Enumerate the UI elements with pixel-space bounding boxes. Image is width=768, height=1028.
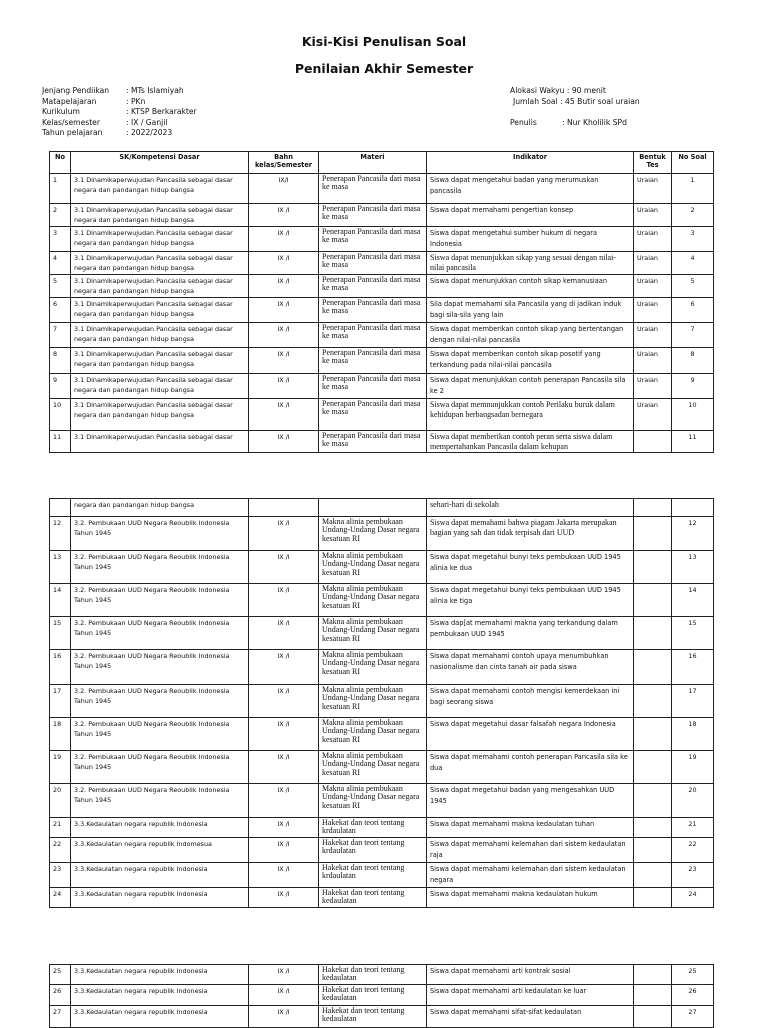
cell-sk: 3.1 Dinamikaperwujudan Pancasila sebagai dasar <box>71 431 249 453</box>
cell-sk: negara dan pandangan hidup bangsa <box>71 499 249 517</box>
cell-nosoal: 22 <box>672 838 714 863</box>
cell-nosoal: 19 <box>672 751 714 784</box>
meta-value: : MTs Islamiyah <box>126 86 184 95</box>
cell-bentuk <box>634 838 672 863</box>
cell-bentuk <box>634 751 672 784</box>
meta-left <box>42 86 197 139</box>
cell-no: 14 <box>50 584 71 617</box>
cell-sk: 3.1 Dinamikaperwujudan Pancasila sebagai dasar negara dan pandangan hidup bangsa <box>71 275 249 298</box>
cell-bentuk: Uraian <box>634 348 672 374</box>
cell-indikator: Siswa dapat memberikan contoh sikap yang bertentangan dengan nilai-nilai pancasila <box>427 323 634 348</box>
header-kelas: Bahn kelas/Semester <box>249 152 319 174</box>
cell-bentuk: Uraian <box>634 204 672 227</box>
cell-kelas: IX /I <box>249 584 319 617</box>
cell-sk: 3.1 Dinamikaperwujudan Pancasila sebagai dasar negara dan pandangan hidup bangsa <box>71 204 249 227</box>
table-row <box>50 323 714 348</box>
cell-sk: 3.2. Pembukaan UUD Negara Reoublik Indonesia Tahun 1945 <box>71 551 249 584</box>
penulis-value: : Nur Kholilik SPd <box>562 117 627 127</box>
meta-row <box>42 107 197 118</box>
cell-kelas: IX /I <box>249 965 319 985</box>
cell-materi: Makna alinia pembukaan Undang-Undang Dasar negara kesatuan RI <box>319 517 427 551</box>
cell-nosoal: 6 <box>672 298 714 323</box>
cell-sk: 3.2. Pembukaan UUD Negara Reoublik Indonesia Tahun 1945 <box>71 751 249 784</box>
cell-kelas: IX /I <box>249 348 319 374</box>
cell-bentuk: Uraian <box>634 298 672 323</box>
cell-no: 25 <box>50 965 71 985</box>
cell-no: 19 <box>50 751 71 784</box>
table-header-row <box>50 152 714 174</box>
meta-row <box>42 97 197 108</box>
cell-materi: Hakekat dan teori tentang kedaulatan <box>319 985 427 1006</box>
document-title: Kisi-Kisi Penulisan Soal <box>301 34 467 49</box>
kisi-table-page-2 <box>49 498 714 908</box>
table-row <box>50 399 714 431</box>
cell-materi: Hakekat dan teori tentang krdaulatan <box>319 863 427 888</box>
cell-bentuk <box>634 685 672 718</box>
cell-no: 8 <box>50 348 71 374</box>
cell-no: 26 <box>50 985 71 1006</box>
cell-sk: 3.1 Dinamikaperwujudan Pancasila sebagai dasar negara dan pandangan hidup bangsa <box>71 399 249 431</box>
cell-nosoal: 12 <box>672 517 714 551</box>
cell-kelas: IX /I <box>249 617 319 650</box>
cell-indikator: Siswa dapat memnunjukkan contoh Perilaku buruk dalam kehidupan berbangsadan bernegara <box>427 399 634 431</box>
cell-no: 6 <box>50 298 71 323</box>
cell-no: 10 <box>50 399 71 431</box>
cell-indikator: Siswa dapat memberikan contoh peran serta siswa dalam mempertahankan Pancasila dalam kehupan <box>427 431 634 453</box>
header-indikator: Indikator <box>427 152 634 174</box>
table-row-continuation <box>50 499 714 517</box>
cell-sk: 3.3.Kedaulatan negara republik Indonesia <box>71 1006 249 1028</box>
table-row <box>50 965 714 985</box>
cell-no: 12 <box>50 517 71 551</box>
table-row <box>50 784 714 818</box>
cell-sk: 3.3.Kedaulatan negara republik Indonesia <box>71 888 249 908</box>
alokasi-waktu: Alokasi Wakyu : 90 menit <box>510 86 606 95</box>
cell-no <box>50 499 71 517</box>
cell-indikator: Siswa dapat megetahui dasar falsafah negara Indonesia <box>427 718 634 751</box>
cell-sk: 3.3.Kedaulatan negara republik Indomesua <box>71 838 249 863</box>
cell-no: 22 <box>50 838 71 863</box>
cell-bentuk <box>634 517 672 551</box>
cell-kelas: IX /I <box>249 399 319 431</box>
cell-kelas: IX /I <box>249 751 319 784</box>
table-row <box>50 985 714 1006</box>
cell-sk: 3.1 Dinamikaperwujudan Pancasila sebagai dasar negara dan pandangan hidup bangsa <box>71 174 249 204</box>
meta-label: Tahun pelajaran <box>42 128 103 137</box>
cell-indikator: Siswa dapat menunjukkan sikap yang sesuai dengan nilai-nilai pancasila <box>427 252 634 275</box>
cell-no: 11 <box>50 431 71 453</box>
table-row <box>50 888 714 908</box>
cell-indikator: Siswa dapat megetahui badan yang mengesahkan UUD 1945 <box>427 784 634 818</box>
table-row <box>50 818 714 838</box>
cell-bentuk: Uraian <box>634 323 672 348</box>
meta-value: : IX / Ganjil <box>126 117 168 127</box>
cell-nosoal: 27 <box>672 1006 714 1028</box>
table-row <box>50 174 714 204</box>
table-row <box>50 551 714 584</box>
cell-no: 1 <box>50 174 71 204</box>
meta-label: Matapelajaran <box>42 96 97 106</box>
cell-sk: 3.1 Dinamikaperwujudan Pancasila sebagai dasar negara dan pandangan hidup bangsa <box>71 252 249 275</box>
cell-sk: 3.3.Kedaulatan negara republik Indonesia <box>71 818 249 838</box>
table-row <box>50 431 714 453</box>
cell-materi: Hakekat dan teori tentang kedaulatan <box>319 965 427 985</box>
cell-kelas: IX /I <box>249 1006 319 1028</box>
cell-nosoal: 7 <box>672 323 714 348</box>
cell-bentuk <box>634 784 672 818</box>
cell-indikator: Siswa dapat menunjukkan contoh penerapan Pancasila sila ke 2 <box>427 374 634 399</box>
cell-materi: Makna alinia pembukaan Undang-Undang Dasar negara kesatuan RI <box>319 650 427 685</box>
penulis-row <box>510 118 640 129</box>
table-row <box>50 275 714 298</box>
cell-sk: 3.1 Dinamikaperwujudan Pancasila sebagai dasar negara dan pandangan hidup bangsa <box>71 227 249 252</box>
cell-no: 20 <box>50 784 71 818</box>
meta-row <box>42 128 197 139</box>
cell-materi: Penerapan Pancasila dari masa ke masa <box>319 399 427 431</box>
cell-nosoal: 5 <box>672 275 714 298</box>
cell-kelas: IX /I <box>249 323 319 348</box>
cell-no: 2 <box>50 204 71 227</box>
cell-nosoal: 23 <box>672 863 714 888</box>
cell-nosoal: 10 <box>672 399 714 431</box>
cell-indikator: Siswa dapat memahami kelemahan dari sistem kedaulatan raja <box>427 838 634 863</box>
cell-indikator: Siswa dapat memahami makna kedaulatan tuhan <box>427 818 634 838</box>
meta-value: : PKn <box>126 96 146 106</box>
cell-materi: Penerapan Pancasila dari masa ke masa <box>319 431 427 453</box>
cell-no: 7 <box>50 323 71 348</box>
cell-nosoal: 18 <box>672 718 714 751</box>
cell-materi: Makna alinia pembukaan Undang-Undang Dasar negara kesatuan RI <box>319 784 427 818</box>
kisi-table-page-1 <box>49 151 714 453</box>
cell-bentuk <box>634 1006 672 1028</box>
cell-nosoal: 15 <box>672 617 714 650</box>
cell-indikator: Siswa dapat memberikan contoh sikap posotif yang terkandung pada nilai-nilai pancasila <box>427 348 634 374</box>
cell-bentuk: Uraian <box>634 252 672 275</box>
cell-kelas: IX /I <box>249 863 319 888</box>
cell-no: 15 <box>50 617 71 650</box>
cell-nosoal: 17 <box>672 685 714 718</box>
cell-no: 17 <box>50 685 71 718</box>
cell-indikator: Siswa dapat memahami contoh upaya menumbuhkan nasionalisme dan cinta tanah air pada siswa <box>427 650 634 685</box>
cell-no: 24 <box>50 888 71 908</box>
meta-label: Kurikulum <box>42 107 80 116</box>
cell-kelas: IX /I <box>249 204 319 227</box>
cell-materi: Makna alinia pembukaan Undang-Undang Dasar negara kesatuan RI <box>319 617 427 650</box>
cell-bentuk <box>634 863 672 888</box>
cell-indikator: Siswa dapat megetahui bunyi teks pembukaan UUD 1945 alinia ke tiga <box>427 584 634 617</box>
meta-value: : KTSP Berkarakter <box>126 107 197 116</box>
cell-sk: 3.2. Pembukaan UUD Negara Reoublik Indonesia Tahun 1945 <box>71 617 249 650</box>
table-row <box>50 204 714 227</box>
cell-materi: Penerapan Pancasila dari masa ke masa <box>319 374 427 399</box>
table-row <box>50 751 714 784</box>
cell-nosoal: 9 <box>672 374 714 399</box>
cell-kelas: IX /I <box>249 374 319 399</box>
meta-value: : 2022/2023 <box>126 128 173 137</box>
meta-row <box>42 118 197 129</box>
cell-sk: 3.2. Pembukaan UUD Negara Reoublik Indonesia Tahun 1945 <box>71 718 249 751</box>
cell-nosoal: 14 <box>672 584 714 617</box>
cell-materi: Makna alinia pembukaan Undang-Undang Dasar negara kesatuan RI <box>319 751 427 784</box>
cell-bentuk: Uraian <box>634 275 672 298</box>
cell-kelas: IX /I <box>249 818 319 838</box>
table-row <box>50 1006 714 1028</box>
kisi-table-page-3 <box>49 964 714 1028</box>
cell-sk: 3.1 Dinamikaperwujudan Pancasila sebagai dasar negara dan pandangan hidup bangsa <box>71 323 249 348</box>
header-nosoal: No Soal <box>672 152 714 174</box>
cell-indikator: Siswa dapat memahami arti kontrak sosial <box>427 965 634 985</box>
table-row <box>50 718 714 751</box>
cell-no: 9 <box>50 374 71 399</box>
cell-materi: Makna alinia pembukaan Undang-Undang Dasar negara kesatuan RI <box>319 584 427 617</box>
cell-kelas: IX /I <box>249 784 319 818</box>
cell-indikator: Siswa dapat mengetahui sumber hukum di negara Indonesia <box>427 227 634 252</box>
cell-indikator: Siswa dapat mengetahui badan yang merumuskan pancasila <box>427 174 634 204</box>
cell-no: 23 <box>50 863 71 888</box>
cell-kelas: IX /I <box>249 650 319 685</box>
table-row <box>50 685 714 718</box>
cell-bentuk <box>634 584 672 617</box>
cell-no: 16 <box>50 650 71 685</box>
table-row <box>50 374 714 399</box>
cell-kelas: IX /I <box>249 431 319 453</box>
cell-bentuk <box>634 985 672 1006</box>
table-row <box>50 863 714 888</box>
header-no: No <box>50 152 71 174</box>
header-bentuk: Bentuk Tes <box>634 152 672 174</box>
spacer <box>510 107 640 118</box>
cell-sk: 3.3.Kedaulatan negara republik Indonesia <box>71 863 249 888</box>
cell-bentuk <box>634 650 672 685</box>
cell-sk: 3.1 Dinamikaperwujudan Pancasila sebagai dasar negara dan pandangan hidup bangsa <box>71 298 249 323</box>
cell-indikator: Siswa dap[at memahami makna yang terkandung dalam pembukaan UUD 1945 <box>427 617 634 650</box>
cell-kelas: IX /I <box>249 252 319 275</box>
table-row <box>50 517 714 551</box>
cell-sk: 3.2. Pembukaan UUD Negara Reoublik Indonesia Tahun 1945 <box>71 517 249 551</box>
cell-bentuk <box>634 499 672 517</box>
table-row <box>50 584 714 617</box>
cell-bentuk <box>634 431 672 453</box>
meta-row <box>42 86 197 97</box>
cell-kelas: IX /I <box>249 718 319 751</box>
cell-materi: Penerapan Pancasila dari masa ke masa <box>319 275 427 298</box>
cell-materi: Penerapan Pancasila dari masa ke masa <box>319 252 427 275</box>
meta-label: Kelas/semester <box>42 117 100 127</box>
cell-bentuk <box>634 718 672 751</box>
cell-sk: 3.2. Pembukaan UUD Negara Reoublik Indonesia Tahun 1945 <box>71 685 249 718</box>
cell-bentuk <box>634 818 672 838</box>
cell-nosoal: 11 <box>672 431 714 453</box>
cell-materi: Penerapan Pancasila dari masa ke masa <box>319 227 427 252</box>
cell-sk: 3.1 Dinamikaperwujudan Pancasila sebagai dasar negara dan pandangan hidup bangsa <box>71 348 249 374</box>
cell-no: 27 <box>50 1006 71 1028</box>
table-row <box>50 348 714 374</box>
cell-materi: Hakekat dan teori tentang krdaulatan <box>319 838 427 863</box>
cell-kelas: IX /I <box>249 551 319 584</box>
cell-no: 18 <box>50 718 71 751</box>
cell-nosoal: 2 <box>672 204 714 227</box>
cell-kelas: IX/I <box>249 174 319 204</box>
cell-nosoal: 25 <box>672 965 714 985</box>
table-row <box>50 298 714 323</box>
cell-indikator: Siswa dapat memahami pengertian konsep <box>427 204 634 227</box>
cell-materi: Hakekat dan teori tentang krdaulatan <box>319 818 427 838</box>
cell-materi: Makna alinia pembukaan Undang-Undang Dasar negara kesatuan RI <box>319 685 427 718</box>
meta-label: Jenjang Pendiikan <box>42 86 110 95</box>
cell-bentuk <box>634 551 672 584</box>
cell-kelas: IX /I <box>249 985 319 1006</box>
cell-nosoal: 13 <box>672 551 714 584</box>
cell-indikator: Siswa dapat memahami arti kedaulatan ke luar <box>427 985 634 1006</box>
header-materi: Materi <box>319 152 427 174</box>
cell-indikator: Siswa dapat memahami contoh mengisi kemerdekaan ini bagi seorang siswa <box>427 685 634 718</box>
cell-sk: 3.2. Pembukaan UUD Negara Reoublik Indonesia Tahun 1945 <box>71 650 249 685</box>
cell-nosoal: 8 <box>672 348 714 374</box>
cell-kelas: IX /I <box>249 888 319 908</box>
table-row <box>50 617 714 650</box>
cell-bentuk <box>634 888 672 908</box>
cell-materi <box>319 499 427 517</box>
cell-indikator: Siswa dapat memahami bahwa piagam Jakarta merupakan bagian yang sah dan tidak terpisah dari UUD <box>427 517 634 551</box>
cell-no: 5 <box>50 275 71 298</box>
cell-materi: Penerapan Pancasila dari masa ke masa <box>319 298 427 323</box>
cell-kelas: IX /I <box>249 298 319 323</box>
header-sk: SK/Kompetensi Dasar <box>71 152 249 174</box>
cell-indikator: Sila dapat memahami sila Pancasila yang di jadikan induk bagi sila-sila yang lain <box>427 298 634 323</box>
cell-bentuk: Uraian <box>634 174 672 204</box>
table-row <box>50 838 714 863</box>
cell-materi: Hakekat dan teori tentang kedaulatan <box>319 1006 427 1028</box>
cell-kelas: IX /I <box>249 275 319 298</box>
table-row <box>50 650 714 685</box>
cell-bentuk: Uraian <box>634 399 672 431</box>
cell-sk: 3.2. Pembukaan UUD Negara Reoublik Indonesia Tahun 1945 <box>71 784 249 818</box>
meta-right <box>510 86 640 128</box>
penulis-label: Penulis <box>510 117 537 127</box>
cell-indikator: Siswa dapat memahami sifat-sifat kedaulatan <box>427 1006 634 1028</box>
cell-kelas: IX /I <box>249 685 319 718</box>
jumlah-soal: Jumlah Soal : 45 Butir soal uraian <box>513 96 640 106</box>
cell-indikator: Siswa dapat megetahui bunyi teks pembukaan UUD 1945 alinia ke dua <box>427 551 634 584</box>
cell-materi: Makna alinia pembukaan Undang-Undang Dasar negara kesatuan RI <box>319 551 427 584</box>
cell-nosoal: 1 <box>672 174 714 204</box>
cell-kelas <box>249 499 319 517</box>
cell-indikator: Siswa dapat memahami makna kedaulatan hukum <box>427 888 634 908</box>
cell-materi: Hakekat dan teori tentang kedaulatan <box>319 888 427 908</box>
cell-sk: 3.3.Kedaulatan negara republik Indonesia <box>71 965 249 985</box>
cell-indikator: sehari-hari di sekolah <box>427 499 634 517</box>
cell-bentuk <box>634 617 672 650</box>
cell-nosoal: 4 <box>672 252 714 275</box>
cell-materi: Penerapan Pancasila dari masa ke masa <box>319 174 427 204</box>
cell-sk: 3.1 Dinamikaperwujudan Pancasila sebagai dasar negara dan pandangan hidup bangsa <box>71 374 249 399</box>
cell-bentuk: Uraian <box>634 374 672 399</box>
cell-bentuk: Uraian <box>634 227 672 252</box>
document-subtitle: Penilaian Akhir Semester <box>294 61 474 76</box>
cell-nosoal: 16 <box>672 650 714 685</box>
cell-bentuk <box>634 965 672 985</box>
cell-no: 13 <box>50 551 71 584</box>
cell-sk: 3.2. Pembukaan UUD Negara Reoublik Indonesia Tahun 1945 <box>71 584 249 617</box>
cell-indikator: Siswa dapat memahami contoh penerapan Pancasila sila ke dua <box>427 751 634 784</box>
cell-sk: 3.3.Kedaulatan negara republik Indonesia <box>71 985 249 1006</box>
cell-indikator: Siswa dapat memahami kelemahan dari sistem kedaulatan negara <box>427 863 634 888</box>
cell-nosoal <box>672 499 714 517</box>
cell-nosoal: 21 <box>672 818 714 838</box>
cell-nosoal: 3 <box>672 227 714 252</box>
cell-materi: Penerapan Pancasila dari masa ke masa <box>319 204 427 227</box>
cell-kelas: IX /I <box>249 517 319 551</box>
cell-kelas: IX /I <box>249 227 319 252</box>
cell-materi: Penerapan Pancasila dari masa ke masa <box>319 323 427 348</box>
cell-materi: Penerapan Pancasila dari masa ke masa <box>319 348 427 374</box>
cell-no: 4 <box>50 252 71 275</box>
table-row <box>50 227 714 252</box>
cell-no: 21 <box>50 818 71 838</box>
cell-nosoal: 20 <box>672 784 714 818</box>
cell-kelas: IX /I <box>249 838 319 863</box>
cell-nosoal: 24 <box>672 888 714 908</box>
cell-no: 3 <box>50 227 71 252</box>
cell-indikator: Siswa dapat menunjukkan contoh sikap kemanusiaan <box>427 275 634 298</box>
cell-materi: Makna alinia pembukaan Undang-Undang Dasar negara kesatuan RI <box>319 718 427 751</box>
table-row <box>50 252 714 275</box>
cell-nosoal: 26 <box>672 985 714 1006</box>
